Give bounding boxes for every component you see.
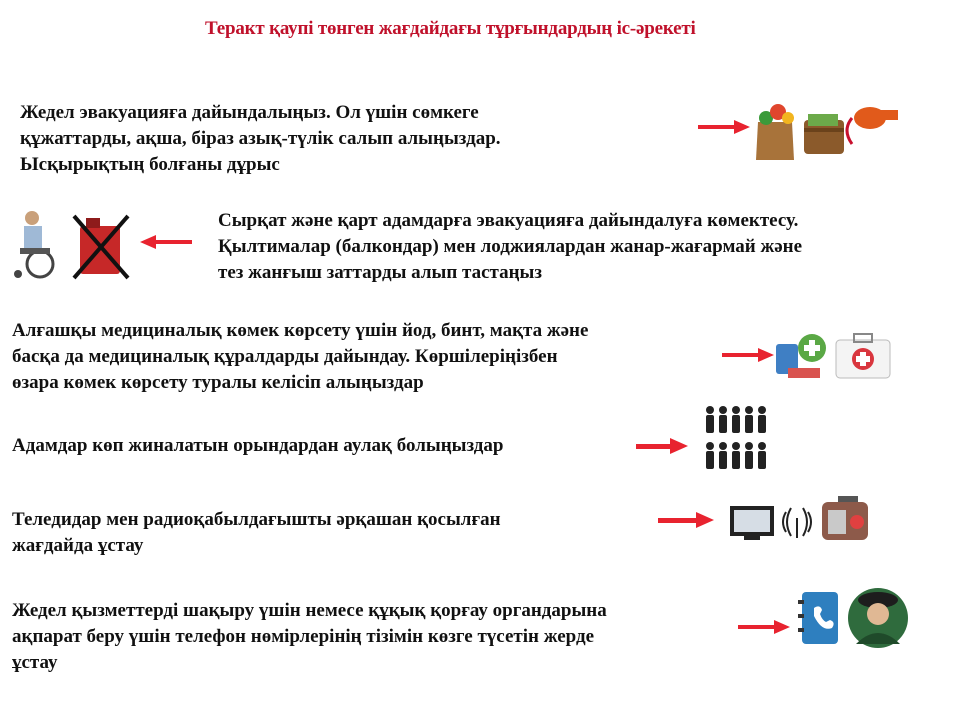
arrow-right-icon <box>636 438 688 454</box>
bag-icon <box>756 104 794 160</box>
wallet-icon <box>804 114 844 154</box>
police-officer-icon <box>848 588 908 648</box>
whistle-icon <box>847 107 898 144</box>
text-line: Сырқат және қарт адамдарға эвакуацияға дайындалуға көмектесу. <box>218 210 799 231</box>
text-line: ұстау <box>12 652 58 673</box>
tv-radio-illustration <box>730 494 870 544</box>
instruction-keep-tv-radio-on <box>12 507 501 559</box>
first-aid-illustration <box>774 328 894 384</box>
medicine-icon <box>776 334 826 378</box>
instruction-first-aid <box>12 318 588 396</box>
no-fuel-icon <box>74 216 128 278</box>
page-title: Теракт қаупі төнген жағдайдағы тұрғындардың іс-әрекеті <box>205 18 696 39</box>
radio-icon <box>822 496 868 540</box>
instruction-evacuation-bag <box>20 100 501 178</box>
text-line: өзара көмек көрсету туралы келісіп алыңыздар <box>12 372 424 393</box>
tv-icon <box>730 506 774 540</box>
instruction-help-elderly <box>218 208 802 286</box>
evacuation-kit-illustration <box>752 100 904 164</box>
text-line: тез жанғыш заттарды алып тастаңыз <box>218 262 543 283</box>
arrow-right-icon <box>722 348 774 362</box>
arrow-left-icon <box>140 235 192 249</box>
text-line: Жедел эвакуацияға дайындалыңыз. Ол үшін сөмкеге <box>20 102 479 123</box>
phonebook-icon <box>798 592 838 644</box>
text-line: ақпарат беру үшін телефон нөмірлерінің тізімін көзге түсетін жерде <box>12 626 595 647</box>
instruction-avoid-crowds <box>12 433 503 459</box>
text-line: құжаттарды, ақша, біраз азық-түлік салып алыңыздар. <box>20 128 501 149</box>
arrow-right-icon <box>658 512 714 528</box>
wheelchair-icon <box>14 211 53 278</box>
arrow-right-icon <box>738 620 790 634</box>
text-line: Ысқырықтың болғаны дұрыс <box>20 154 280 175</box>
text-line: басқа да медициналық құралдарды дайындау. Көршілеріңізбен <box>12 346 558 367</box>
text-line: Қылтималар (балкондар) мен лоджиялардан жанар-жағармай және <box>218 236 803 257</box>
instruction-phone-list <box>12 598 607 676</box>
text-line: Адамдар көп жиналатын орындардан аулақ болыңыздар <box>12 435 504 456</box>
text-line: Теледидар мен радиоқабылдағышты әрқашан қосылған <box>12 509 501 530</box>
crowd-icon <box>704 404 774 476</box>
signal-icon <box>783 508 811 538</box>
text-line: жағдайда ұстау <box>12 535 144 556</box>
text-line: Алғашқы медициналық көмек көрсету үшін йод, бинт, мақта және <box>12 320 589 341</box>
emergency-contacts-illustration <box>796 586 912 650</box>
text-line: Жедел қызметтерді шақыру үшін немесе құқық қорғау органдарына <box>12 600 607 621</box>
first-aid-kit-icon <box>836 334 890 378</box>
arrow-right-icon <box>698 120 750 134</box>
elderly-help-illustration <box>10 208 130 280</box>
